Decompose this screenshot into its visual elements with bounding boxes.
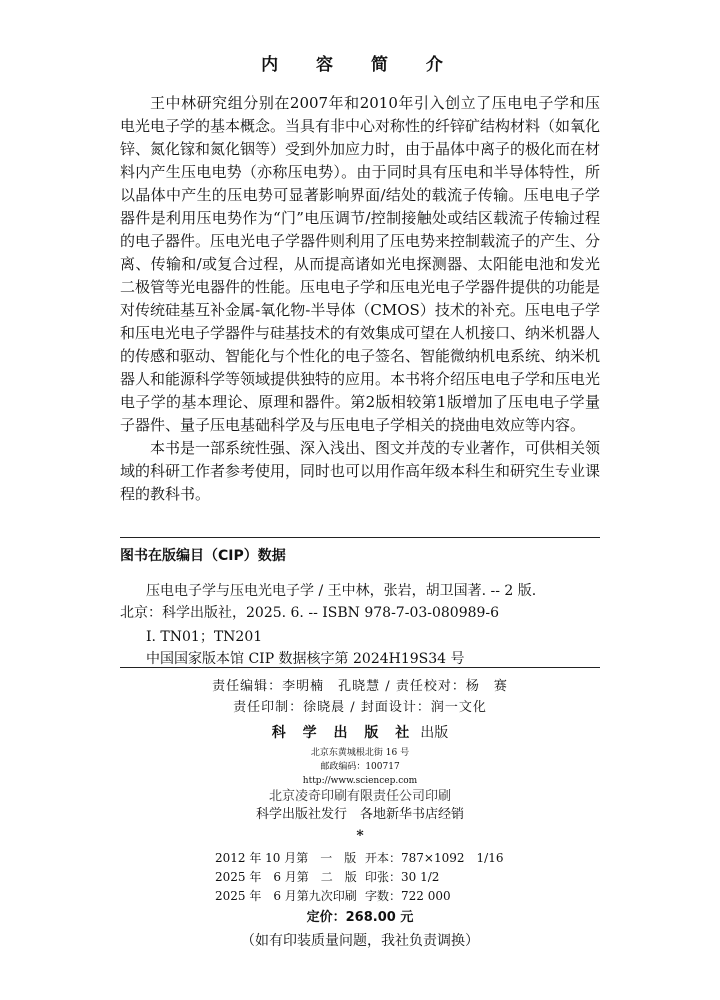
cip-data-block	[120, 545, 600, 670]
edition-label: 开本：	[365, 851, 402, 865]
editorial-credits	[0, 676, 720, 718]
cip-heading: 图书在版编目（CIP）数据	[120, 548, 286, 564]
cip-top-rule	[120, 537, 600, 538]
publisher-address: 北京东黄城根北街 16 号	[310, 748, 410, 758]
publisher-name-suffix: 出版	[420, 725, 449, 741]
credits-line-1: 责任编辑：李明楠 孔晓慧 / 责任校对：杨 赛	[212, 679, 508, 694]
intro-paragraph-2: 本书是一部系统性强、深入浅出、图文并茂的专业著作，可供相关领域的科研工作者参考使用，同时也可以用作高年级本科生和研究生专业课程的教科书。	[120, 439, 601, 503]
intro-paragraph-1: 王中林研究组分别在2007年和2010年引入创立了压电电子学和压电光电子学的基本概念。当具有非中心对称性的纤锌矿结构材料（如氧化锌、氮化镓和氮化铟等）受到外加应力时，由于晶体中离子的极化而在材料内产生压电电势（亦称压电势）。由于同时具有压电和半导体特性，所以晶体中产生的压电势可显著影响界面/结处的载流子传输。压电电子学器件是利用压电势作为“门”电压调节/控制接触处或结区载流子传输过程的电子器件。压电光电子学器件则利用了压电势来控制载流子的产生、分离、传输和/或复合过程，从而提高诸如光电探测器、太阳能电池和发光二极管等光电器件的性能。压电电子学和压电光电子学器件提供的功能是对传统硅基互补金属-氧化物-半导体（CMOS）技术的补充。压电电子学和压电光电子学器件与硅基技术的有效集成可望在人机接口、纳米机器人的传感和驱动、智能化与个性化的电子签名、智能微纳机电系统、纳米机器人和能源科学等领域提供独特的应用。本书将介绍压电电子学和压电光电子学的基本理论、原理和器件。第2版相较第1版增加了压电电子学量子器件、量子压电基础科学及与压电电子学相关的挠曲电效应等内容。	[120, 94, 601, 434]
quality-notice: （如有印装质量问题，我社负责调换）	[241, 933, 479, 949]
publisher-block	[0, 722, 720, 824]
edition-value: 30 1/2	[401, 870, 440, 884]
edition-label: 印张：	[365, 870, 402, 884]
edition-value: 722 000	[401, 889, 451, 903]
edition-row	[215, 887, 503, 906]
edition-label: 字数：	[365, 889, 402, 903]
publisher-url: http://www.sciencep.com	[302, 776, 418, 786]
cip-verification: 中国国家版本馆 CIP 数据核字第 2024H19S34 号	[146, 651, 465, 667]
edition-row	[215, 868, 503, 887]
credits-line-2: 责任印制：徐晓晨 / 封面设计：润一文化	[233, 700, 487, 715]
page-title: 内 容 简 介	[261, 55, 459, 75]
cip-bottom-rule	[120, 667, 600, 668]
separator-asterisk: *	[356, 828, 364, 844]
publisher-postcode: 邮政编码：100717	[320, 762, 400, 772]
edition-date: 2025 年 6 月第九次印刷	[215, 889, 357, 903]
edition-value: 787×1092 1/16	[401, 851, 504, 865]
introduction	[120, 92, 600, 506]
edition-date: 2025 年 6 月第 二 版	[215, 870, 357, 884]
printer: 北京凌奇印刷有限责任公司印刷	[268, 789, 451, 804]
edition-date: 2012 年 10 月第 一 版	[215, 851, 357, 865]
edition-row	[215, 849, 503, 868]
price: 定价：268.00 元	[306, 910, 414, 925]
cip-record-line-2: 北京：科学出版社，2025. 6. -- ISBN 978-7-03-080989-6	[120, 605, 500, 621]
cip-classification: Ⅰ. TN01；TN201	[146, 629, 263, 645]
cip-record-line-1: 压电电子学与压电光电子学 / 王中林，张岩，胡卫国著. -- 2 版.	[146, 583, 537, 599]
edition-details	[215, 849, 503, 906]
distribution: 科学出版社发行 各地新华书店经销	[255, 807, 464, 822]
publisher-name: 科 学 出 版 社	[271, 725, 416, 741]
